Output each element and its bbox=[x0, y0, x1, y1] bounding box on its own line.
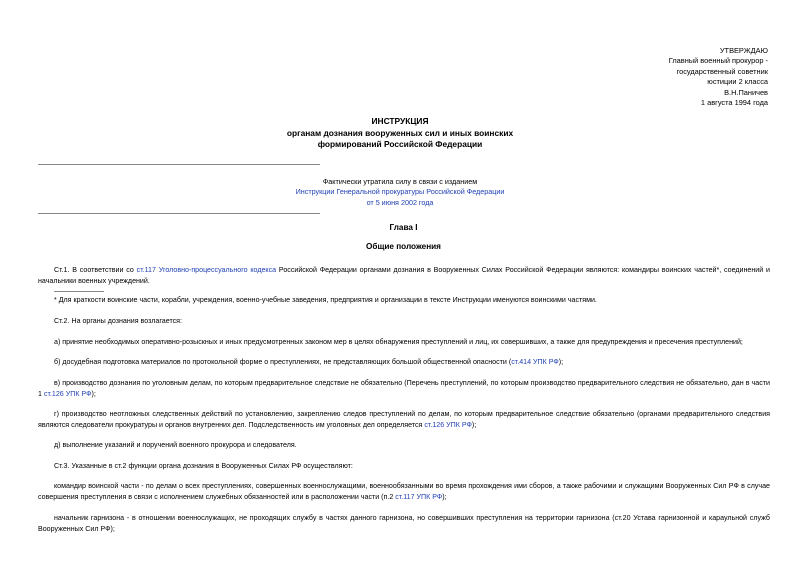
approval-line: УТВЕРЖДАЮ bbox=[719, 46, 768, 55]
article-3-b: начальник гарнизона - в отношении военнослужащих, не проходящих службу в частях данного гарнизона, но совершивших преступления на территории гарнизона (ст.20 Устава гарнизонной и караульной служб Вооруженных Сил РФ); bbox=[38, 514, 770, 533]
text: ); bbox=[442, 492, 447, 501]
link-upk[interactable]: Уголовно-процессуального кодекса bbox=[158, 266, 277, 274]
status-link-date[interactable]: от 5 июня 2002 года bbox=[366, 197, 434, 207]
divider-bottom bbox=[38, 213, 320, 214]
status-note bbox=[230, 177, 570, 208]
article-2-v bbox=[38, 378, 770, 399]
link-st117[interactable]: ст.117 bbox=[136, 266, 156, 274]
approval-line: Главный военный прокурор - bbox=[668, 56, 768, 66]
text: командир воинской части - по делам о всех преступлениях, совершенных военнослужащими, военнообязанными во время прохождения ими сборов, а также рабочими и служащими Вооруженных Сил РФ в случае совершения преступления в связи с исполнением служебных обязанностей или в расположении части (п.2 bbox=[38, 482, 770, 501]
approval-line: В.Н.Паничев bbox=[724, 87, 768, 97]
status-line: Фактически утратила силу в связи с изданием bbox=[322, 177, 478, 186]
title-line-3: формирований Российской Федерации bbox=[317, 139, 483, 150]
article-2-a: а) принятие необходимых оперативно-розыскных и иных предусмотренных законом мер в целях обнаружения преступлений и лиц, их совершивших, а также для предупреждения и пресечения преступлений; bbox=[54, 338, 743, 346]
article-2-g bbox=[38, 409, 770, 430]
link-st126[interactable]: ст.126 УПК РФ bbox=[424, 420, 472, 429]
article-3-a bbox=[38, 481, 770, 502]
link-st414[interactable]: ст.414 УПК РФ bbox=[511, 358, 559, 366]
approval-line: государственный советник bbox=[676, 66, 768, 76]
article-2-d: д) выполнение указаний и поручений военного прокурора и следователя. bbox=[54, 441, 297, 449]
approval-line: юстиции 2 класса bbox=[707, 77, 768, 87]
chapter-title: Общие положения bbox=[366, 242, 441, 251]
text: г) производство неотложных следственных действий по установлению, закреплению следов преступлений по делам, по которым предварительное следствие обязательно (органами предварительного следствия являются следователи прокуратуры и органов внутренних дел. Подследственность им уголовных дел определяется bbox=[38, 410, 770, 429]
text: Российской Федерации органами дознания в Вооруженных Силах Российской Федерации являются: командиры воинских частей*, соединений и начальники военных учреждений. bbox=[38, 266, 770, 285]
divider-top bbox=[38, 164, 320, 165]
footnote-rule bbox=[54, 291, 104, 292]
title-line-1: ИНСТРУКЦИЯ bbox=[371, 116, 429, 126]
article-2: Ст.2. На органы дознания возлагается: bbox=[54, 317, 182, 325]
text: б) досудебная подготовка материалов по протокольной форме о преступлениях, не представляющих большой общественной опасности ( bbox=[54, 358, 512, 366]
article-2-b bbox=[38, 357, 770, 368]
article-1 bbox=[38, 265, 770, 286]
document-title bbox=[200, 116, 600, 151]
chapter-number: Глава I bbox=[389, 223, 418, 232]
link-st117[interactable]: ст.117 УПК РФ bbox=[395, 492, 443, 501]
approval-block bbox=[468, 46, 768, 108]
text: ); bbox=[91, 389, 96, 398]
status-link-instruction[interactable]: Инструкции Генеральной прокуратуры Российской Федерации bbox=[295, 187, 505, 197]
text: ); bbox=[558, 358, 564, 366]
title-line-2: органам дознания вооруженных сил и иных воинских bbox=[286, 127, 514, 138]
text: Ст.1. В соответствии со bbox=[54, 266, 137, 274]
link-st126[interactable]: ст.126 УПК РФ bbox=[43, 389, 92, 398]
text: ); bbox=[471, 420, 477, 429]
footnote: * Для краткости воинские части, корабли, учреждения, военно-учебные заведения, предприятия и организации в тексте Инструкции именуются воинскими частями. bbox=[54, 296, 597, 304]
article-3: Ст.3. Указанные в ст.2 функции органа дознания в Вооруженных Силах РФ осуществляют: bbox=[54, 462, 353, 470]
approval-line: 1 августа 1994 года bbox=[700, 98, 768, 108]
text: в) производство дознания по уголовным делам, по которым предварительное следствие не обязательно (Перечень преступлений, по которым производство предварительного следствия не обязательно, дан в части 1 bbox=[38, 379, 770, 398]
